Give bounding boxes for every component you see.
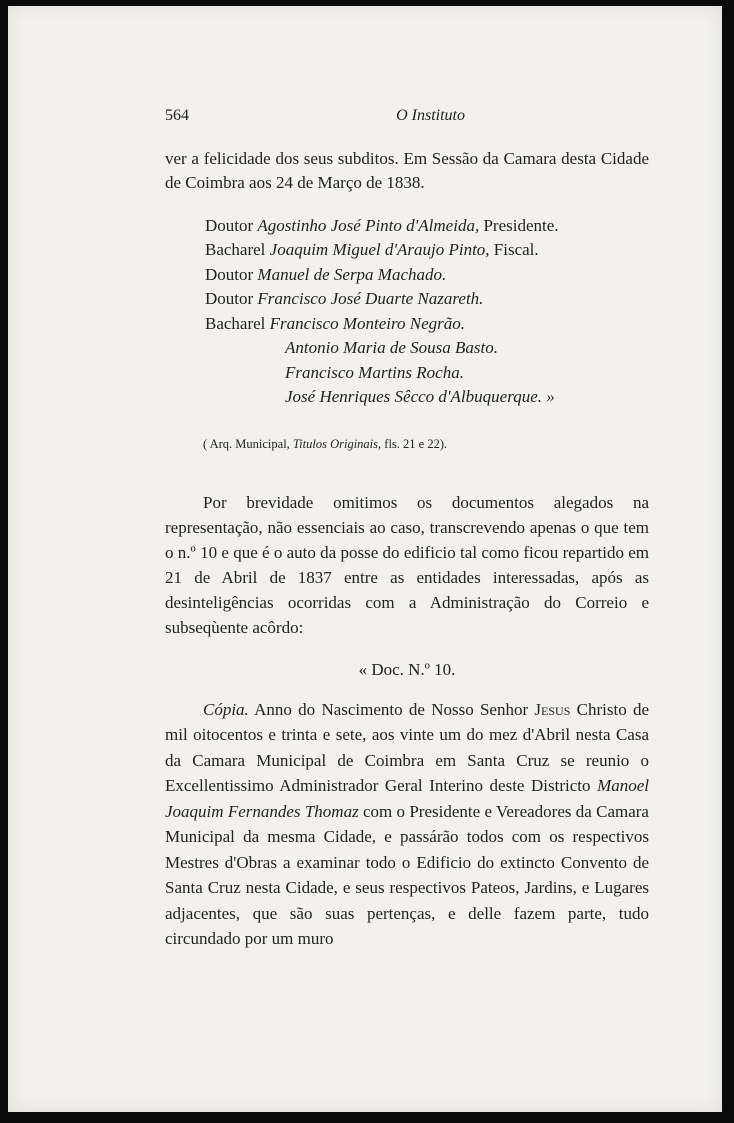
signatories-list: [165, 214, 649, 410]
body-paragraph: Por brevidade omitimos os documentos alegados na representação, não essenciais ao caso, transcrevendo apenas o que tem o n.º 10 e que é o auto da posse do edificio tal como ficou repartido em 21 de Abril de 1837 entre as entidades interessadas, após as desinteligências ocorridas com a Administração do Correio e subseqùente acôrdo:: [165, 493, 649, 637]
signatory: Bacharel Joaquim Miguel d'Araujo Pinto, Fiscal.: [205, 240, 539, 259]
running-title: O Instituto: [396, 107, 465, 124]
copia-paragraph: Cópia. Anno do Nascimento de Nosso Senhor Jesus Christo de mil oitocentos e trinta e sete, aos vinte um do mez d'Abril nesta Casa da Camara Municipal de Coimbra em Santa Cruz se reunio o Excellentissimo Administrador Geral Interino deste Districto Manoel Joaquim Fernandes Thomaz com o Presidente e Vereadores da Camara Municipal da mesma Cidade, e passárão todos com os respectivos Mestres d'Obras a examinar todo o Edificio do extincto Convento de Santa Cruz nesta Cidade, e seus respectivos Pateos, Jardins, e Lugares adjacentes, que são suas pertenças, e delle fazem parte, tudo circundado por um muro: [165, 699, 650, 948]
intro-paragraph: ver a felicidade dos seus subditos. Em Sessão da Camara desta Cidade de Coimbra aos 24 de Março de 1838.: [165, 148, 649, 192]
document-reference: « Doc. N.º 10.: [358, 660, 456, 679]
signatory: Doutor Manuel de Serpa Machado.: [205, 264, 447, 284]
signatory: Bacharel Francisco Monteiro Negrão.: [205, 313, 465, 333]
page-content: [165, 104, 649, 952]
signatory: Doutor Francisco José Duarte Nazareth.: [205, 289, 484, 308]
signatory: José Henriques Sêcco d'Albuquerque. »: [285, 387, 555, 406]
signatory: Antonio Maria de Sousa Basto.: [285, 338, 498, 357]
signatory: Doutor Agostinho José Pinto d'Almeida, Presidente.: [205, 215, 559, 235]
page-number: 564: [165, 107, 189, 124]
signatory: Francisco Martins Rocha.: [285, 362, 464, 382]
page: [8, 6, 722, 1112]
running-header: [165, 104, 465, 129]
source-citation: ( Arq. Municipal, Titulos Originais, fls. 21 e 22).: [203, 436, 448, 451]
